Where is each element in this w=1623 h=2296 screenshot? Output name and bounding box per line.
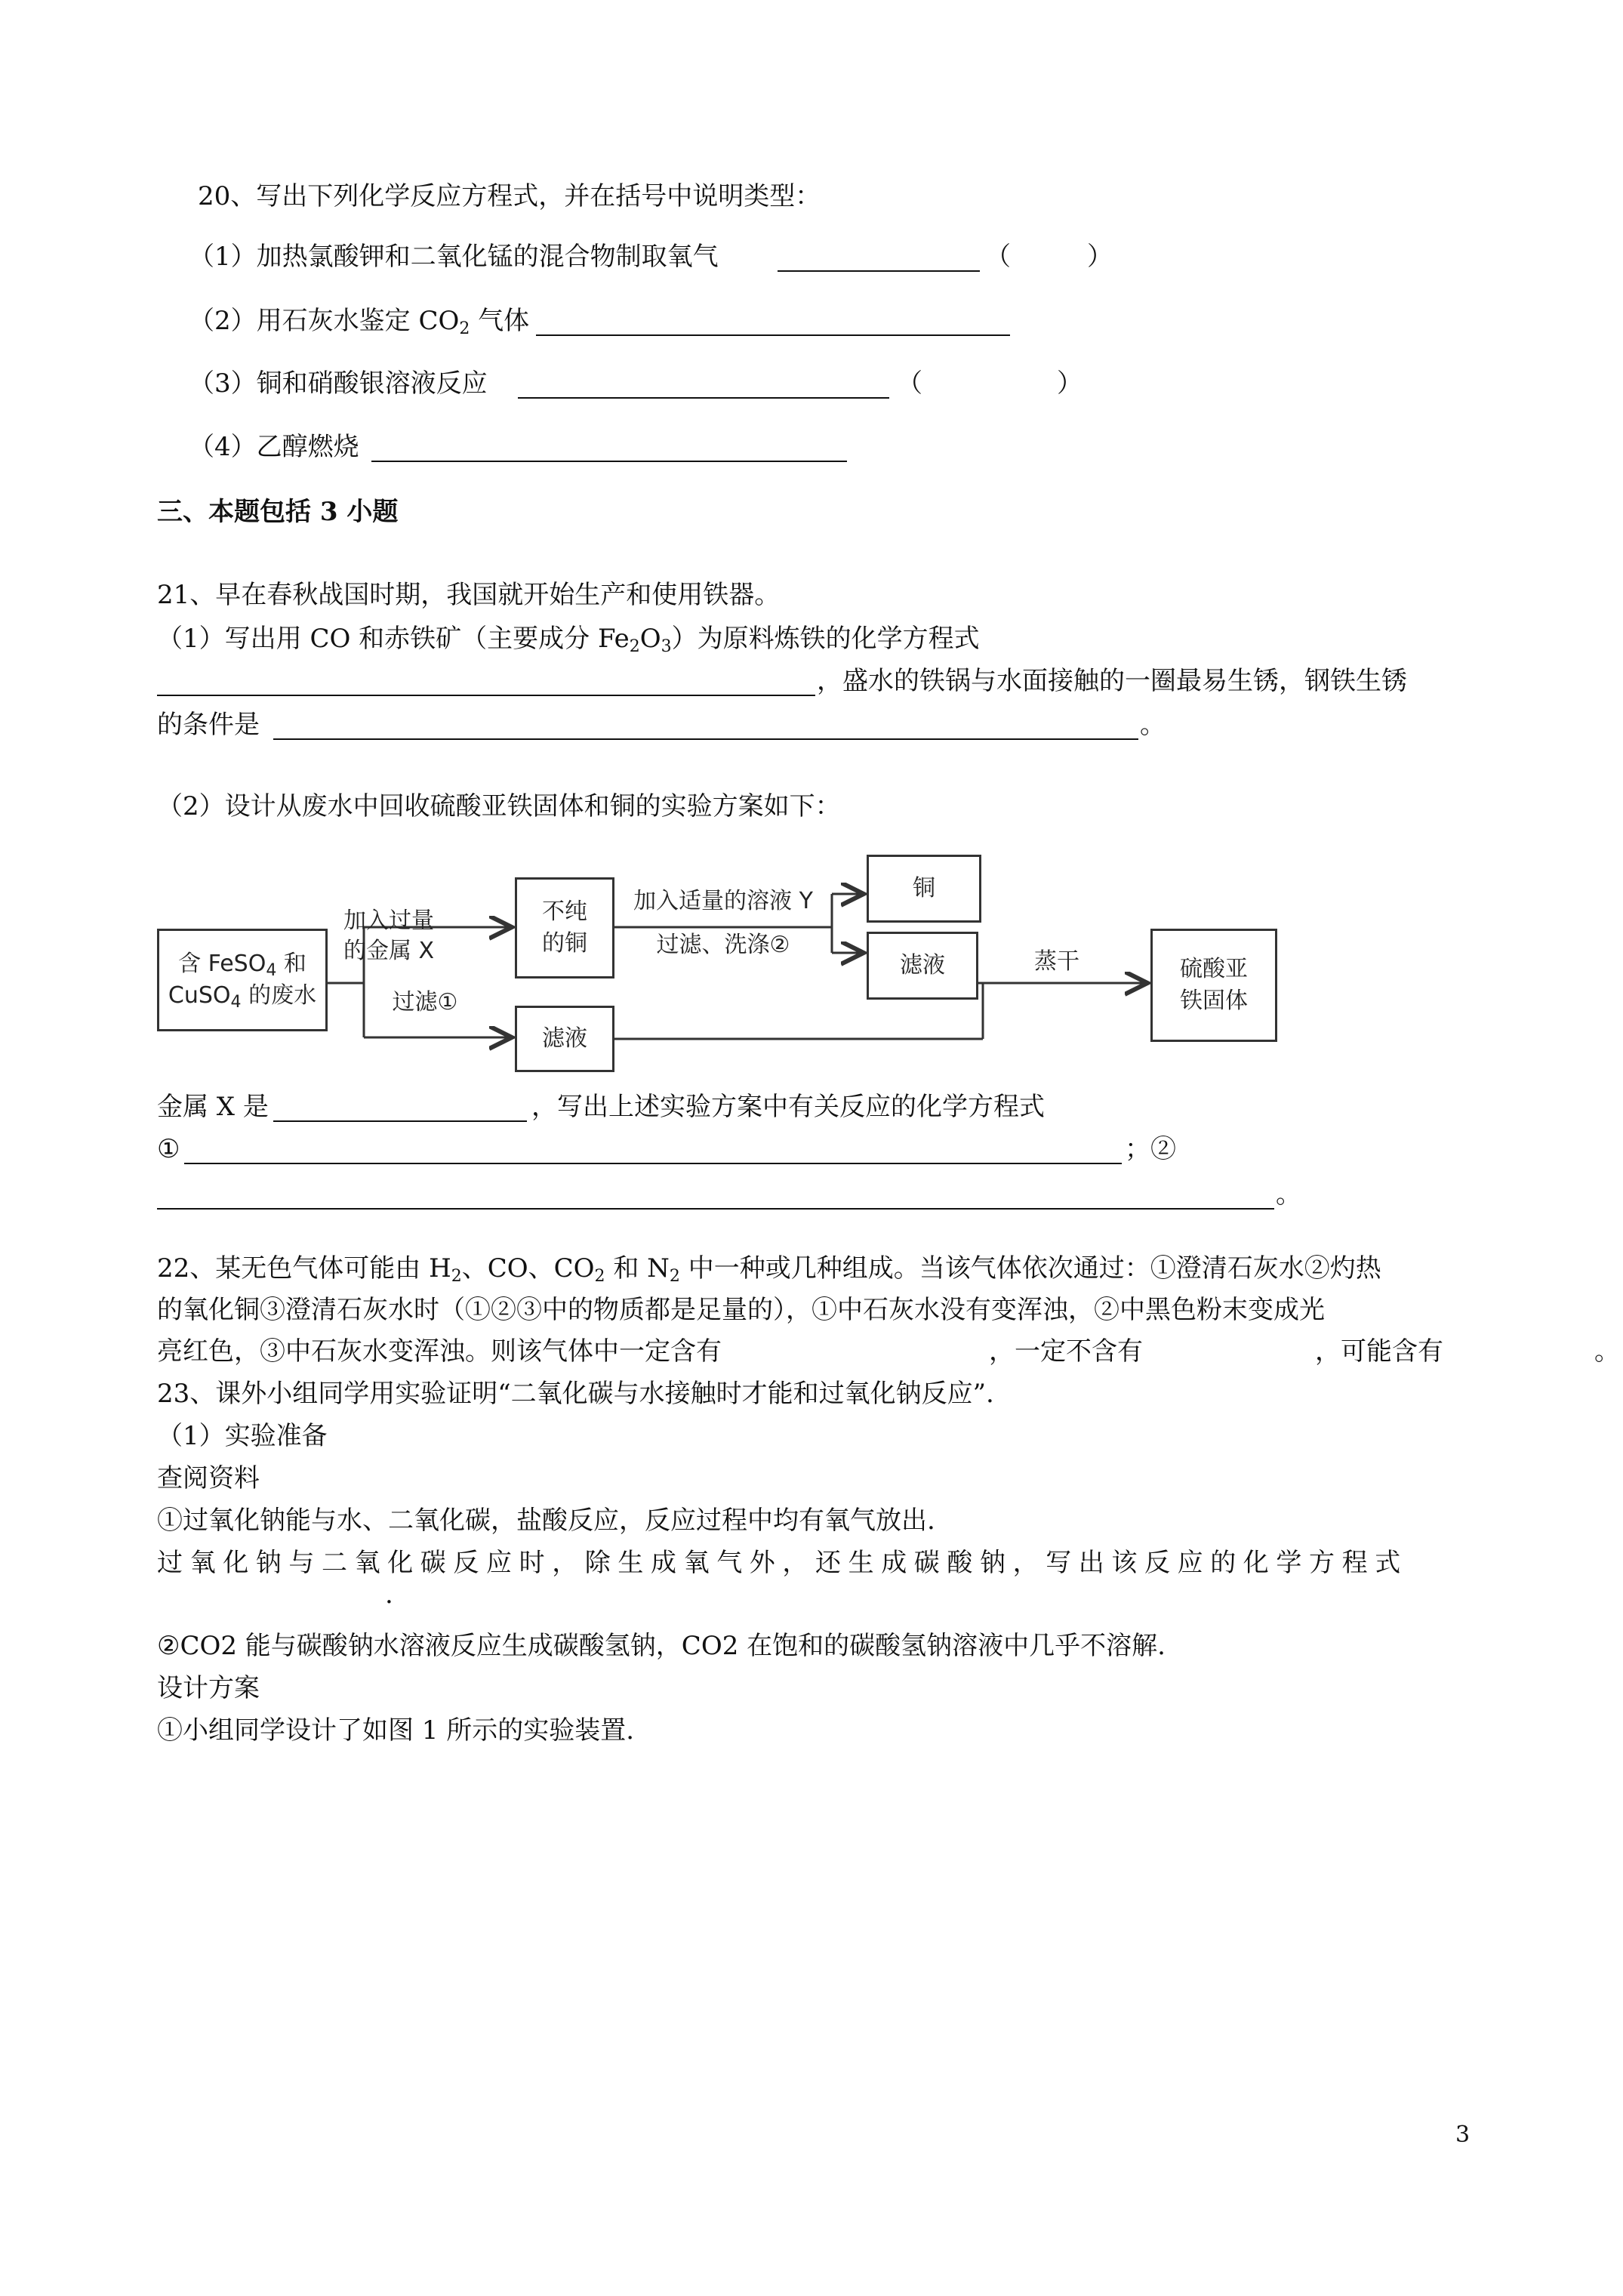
page-number: 3	[1455, 2122, 1471, 2148]
q20-item3-blank[interactable]	[518, 397, 889, 399]
q22-line2: 的氧化铜③澄清石灰水时（①②③中的物质都是足量的），①中石灰水没有变浑浊，②中黑色粉末变成光	[157, 1295, 1325, 1325]
q23-ref2: 过氧化钠与二氧化碳反应时，除生成氧气外，还生成碳酸钠，写出该反应的化学方程式	[157, 1548, 1408, 1578]
q21-eq2-label: ；②	[1125, 1134, 1176, 1164]
flow-box-ferrous-sulfate: 硫酸亚 铁固体	[1150, 929, 1277, 1042]
q21-part1-rust: ，盛水的铁锅与水面接触的一圈最易生锈，钢铁生锈	[817, 666, 1407, 696]
q23-prep: （1）实验准备	[157, 1421, 328, 1451]
flow-box-filtrate-1: 滤液	[867, 932, 978, 1000]
q21-eq1-label: ①	[157, 1134, 180, 1164]
flow-label-add-x: 加入过量 的金属 X	[343, 908, 435, 964]
q20-item1: （1）加热氯酸钾和二氧化锰的混合物制取氧气	[189, 242, 719, 272]
flowchart	[151, 853, 1283, 1072]
flow-box-wastewater: 含 FeSO$_4$ 和 CuSO$_4$ 的废水	[157, 929, 328, 1031]
q22-line3: 亮红色，③中石灰水变浑浊。则该气体中一定含有	[157, 1336, 722, 1367]
q20-item1-paren-open: （	[985, 242, 1011, 272]
q23-design1: ①小组同学设计了如图 1 所示的实验装置.	[157, 1715, 635, 1746]
q20-item4-blank[interactable]	[371, 461, 847, 462]
q21-eq1-blank[interactable]	[184, 1163, 1122, 1164]
section-heading: 三、本题包括 3 小题	[157, 497, 399, 527]
q21-metal-x-blank[interactable]	[273, 1120, 527, 1122]
q20-item1-blank[interactable]	[778, 270, 980, 272]
flow-label-filter1: 过滤①	[392, 989, 458, 1015]
q21-eq-end: 。	[1276, 1179, 1301, 1210]
q20-item3: （3）铜和硝酸银溶液反应	[189, 368, 488, 399]
q21-part1-text: （1）写出用 CO 和赤铁矿（主要成分 $Fe_2O_3$）为原料炼铁的化学方程式	[157, 624, 980, 656]
q20-title: 20、写出下列化学反应方程式，并在括号中说明类型：	[198, 181, 821, 211]
q20-item3-paren-close: ）	[1057, 368, 1083, 399]
q20-item4: （4）乙醇燃烧	[189, 432, 359, 462]
q21-condition-blank[interactable]	[273, 738, 1138, 740]
flow-label-evaporate: 蒸干	[1034, 948, 1079, 975]
flow-label-add-y: 加入适量的溶液 Y	[633, 888, 813, 914]
q21-title: 21、早在春秋战国时期，我国就开始生产和使用铁器。	[157, 580, 781, 610]
q22-line3-end: 。	[1594, 1336, 1620, 1367]
flow-label-filter2: 过滤、洗涤②	[656, 932, 790, 958]
q21-eq2-blank[interactable]	[157, 1208, 1274, 1210]
q20-item2: （2）用石灰水鉴定 $CO_2$ 气体	[189, 306, 530, 338]
q23-ref2-end: .	[385, 1579, 393, 1610]
q20-item3-paren-open: （	[897, 368, 922, 399]
q23-title: 23、课外小组同学用实验证明“二氧化碳与水接触时才能和过氧化钠反应”.	[157, 1379, 994, 1409]
flow-box-impure-copper: 不纯 的铜	[515, 877, 614, 978]
q21-metal-x-tail: ，写出上述实验方案中有关反应的化学方程式	[531, 1092, 1045, 1122]
q21-part1-condition: 的条件是	[157, 710, 260, 740]
q23-ref1: ①过氧化钠能与水、二氧化碳，盐酸反应，反应过程中均有氧气放出.	[157, 1505, 935, 1536]
flow-box-filtrate-2: 滤液	[515, 1006, 614, 1072]
q21-part2-text: （2）设计从废水中回收硫酸亚铁固体和铜的实验方案如下：	[157, 791, 841, 821]
q21-metal-x: 金属 X 是	[157, 1092, 269, 1122]
flow-box-copper: 铜	[867, 855, 981, 923]
q21-part1-end: 。	[1140, 710, 1166, 740]
q22-line1: 22、某无色气体可能由 $H_2$、CO、$CO_2$ 和 $N_2$ 中一种或几种组成。当该气体依次通过：①澄清石灰水②灼热	[157, 1253, 1381, 1286]
q21-equation-blank[interactable]	[157, 695, 815, 696]
q23-design: 设计方案	[157, 1673, 260, 1703]
q20-item2-blank[interactable]	[536, 334, 1010, 336]
q22-line3-maybe: ，可能含有	[1315, 1336, 1443, 1367]
q20-item1-paren-close: ）	[1087, 242, 1113, 272]
q23-ref3: ②CO2 能与碳酸钠水溶液反应生成碳酸氢钠，CO2 在饱和的碳酸氢钠溶液中几乎不溶解.	[157, 1631, 1166, 1661]
q23-lookup: 查阅资料	[157, 1463, 260, 1493]
q22-line3-not: ，一定不含有	[989, 1336, 1143, 1367]
